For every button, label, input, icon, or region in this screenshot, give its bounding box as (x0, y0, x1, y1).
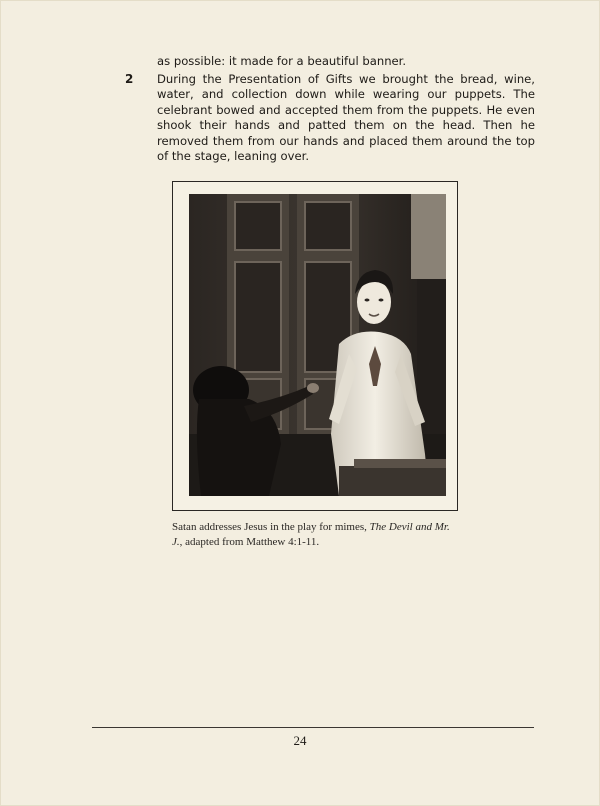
podium (339, 466, 446, 496)
caption-text-start: Satan addresses Jesus in the play for mimes, (172, 521, 370, 533)
continuation-paragraph: as possible: it made for a beautiful banner. (157, 54, 407, 68)
lamp-shade (411, 194, 446, 279)
list-item-number: 2 (125, 72, 134, 86)
footer-rule (92, 727, 534, 728)
caption-play-title: The Devil and Mr. J. (172, 521, 450, 548)
page-number: 24 (293, 733, 307, 748)
photo-caption (172, 520, 462, 549)
photograph-satan-and-jesus-mimes (189, 194, 446, 496)
caption-text-end: , adapted from Matthew 4:1-11. (179, 535, 320, 548)
list-item-text: During the Presentation of Gifts we brought the bread, wine, water, and collection down while wearing our puppets. The celebrant bowed and accepted them from the puppets. He even shook their hands and patted them on the head. Then he removed them from our hands and placed them around the top of the stage, leaning over. (157, 72, 535, 164)
